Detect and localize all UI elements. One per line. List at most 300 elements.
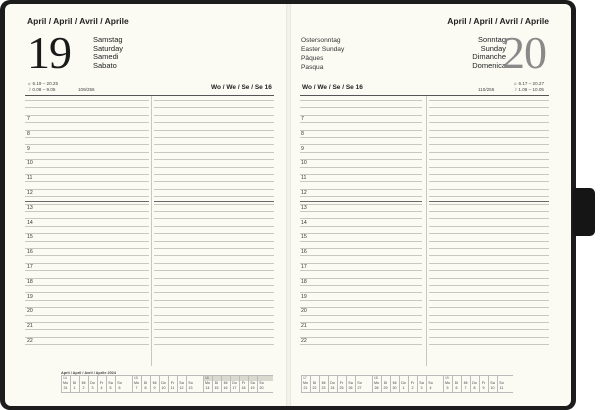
mini-day: Fr — [410, 381, 415, 385]
mini-grid-line — [61, 375, 273, 376]
day-name-fr: Dimanche — [472, 52, 506, 62]
grid-line — [25, 189, 149, 190]
sun-times-text: 6.19 – 20.25 — [32, 81, 59, 86]
hour-label: 18 — [301, 278, 307, 285]
hour-label: 16 — [27, 249, 33, 256]
mini-date: 21 — [303, 386, 308, 390]
hour-label: 10 — [27, 160, 33, 167]
grid-line — [25, 174, 149, 175]
grid-line — [25, 130, 149, 131]
mini-grid-line — [461, 375, 462, 393]
mini-grid-line — [177, 375, 178, 393]
grid-line — [25, 329, 149, 330]
mini-date: 5 — [446, 386, 449, 390]
grid-line — [154, 255, 274, 256]
grid-line — [429, 263, 549, 264]
grid-line — [300, 204, 422, 205]
hour-label: 21 — [301, 323, 307, 330]
mini-day: Do — [401, 381, 406, 385]
grid-line — [429, 204, 549, 205]
mini-grid-line — [61, 392, 273, 393]
grid-line — [429, 100, 549, 101]
mini-date: 3 — [91, 386, 94, 390]
grid-line — [429, 152, 549, 153]
holiday-name-de: Ostersonntag — [301, 37, 341, 44]
grid-line — [300, 233, 422, 234]
grid-line — [429, 337, 549, 338]
mini-grid-line — [301, 375, 513, 376]
grid-line — [154, 152, 274, 153]
midday-separator — [300, 201, 422, 202]
mini-grid-line — [381, 375, 382, 393]
day-name-it: Sabato — [93, 60, 117, 70]
grid-line — [300, 122, 422, 123]
grid-line — [429, 189, 549, 190]
grid-line — [154, 189, 274, 190]
mini-grid-line — [239, 375, 240, 393]
mini-grid-line — [310, 375, 311, 393]
grid-line — [154, 233, 274, 234]
grid-line — [154, 248, 274, 249]
grid-line — [25, 285, 149, 286]
mini-day: Di — [454, 381, 459, 385]
mini-date: 23 — [321, 386, 326, 390]
header-rule — [300, 95, 549, 96]
mini-grid-line — [497, 375, 498, 393]
hour-label: 14 — [301, 219, 307, 226]
grid-line — [154, 137, 274, 138]
mini-date: 9 — [482, 386, 485, 390]
left-page — [5, 4, 288, 406]
grid-line — [154, 329, 274, 330]
mini-day: Do — [232, 381, 237, 385]
mini-day: Mo — [134, 381, 139, 385]
mini-grid-line — [470, 375, 471, 393]
grid-line — [154, 107, 274, 108]
mini-day: Mo — [303, 381, 308, 385]
grid-line — [154, 315, 274, 316]
mini-grid-line — [150, 375, 151, 393]
grid-line — [25, 337, 149, 338]
grid-line — [300, 167, 422, 168]
grid-line — [429, 122, 549, 123]
grid-line — [25, 278, 149, 279]
mini-calendar — [301, 371, 515, 393]
sun-times: ☼ 6.17 – 20.27 — [513, 81, 545, 86]
grid-line — [429, 255, 549, 256]
mini-date: 4 — [100, 386, 103, 390]
grid-line — [25, 218, 149, 219]
grid-line — [25, 122, 149, 123]
mini-date: 10 — [490, 386, 495, 390]
mini-date: 10 — [161, 386, 166, 390]
hour-label: 12 — [301, 190, 307, 196]
mini-date: 25 — [339, 386, 344, 390]
sun-times: ☼ 6.19 – 20.25 — [27, 81, 59, 86]
mini-date: 31 — [63, 386, 68, 390]
grid-line — [25, 159, 149, 160]
hour-label: 20 — [301, 308, 307, 315]
mini-date: 6 — [118, 386, 121, 390]
hour-label: 8 — [27, 130, 30, 137]
grid-line — [429, 344, 549, 345]
grid-line — [25, 292, 149, 293]
mini-day: Fr — [99, 381, 104, 385]
sun-times-text: 6.17 – 20.27 — [518, 81, 545, 86]
mini-grid-line — [212, 375, 213, 393]
hour-label: 9 — [27, 145, 30, 152]
mini-day: Mo — [374, 381, 379, 385]
mini-day: Di — [143, 381, 148, 385]
grid-line — [429, 181, 549, 182]
grid-line — [300, 248, 422, 249]
mini-date: 18 — [241, 386, 246, 390]
grid-line — [300, 278, 422, 279]
hour-label: 16 — [301, 249, 307, 256]
mini-grid-line — [132, 375, 133, 393]
mini-grid-line — [372, 375, 373, 393]
grid-line — [154, 204, 274, 205]
mini-day: Sa — [490, 381, 495, 385]
mini-day: Mi — [152, 381, 157, 385]
midday-separator — [25, 201, 149, 202]
mini-date: 22 — [312, 386, 317, 390]
mini-grid-line — [488, 375, 489, 393]
column-divider — [426, 96, 427, 366]
hour-label: 17 — [27, 264, 33, 270]
grid-line — [154, 292, 274, 293]
grid-line — [154, 263, 274, 264]
grid-line — [25, 204, 149, 205]
mini-day: Do — [330, 381, 335, 385]
mini-day: Di — [214, 381, 219, 385]
grid-line — [300, 322, 422, 323]
grid-line — [25, 322, 149, 323]
mini-day: Di — [72, 381, 77, 385]
grid-line — [429, 307, 549, 308]
mini-date: 19 — [250, 386, 255, 390]
grid-line — [300, 181, 422, 182]
hour-label: 15 — [27, 234, 33, 241]
mini-day: So — [499, 381, 504, 385]
mini-day: Mi — [223, 381, 228, 385]
mini-date: 9 — [153, 386, 156, 390]
mini-date: 2 — [411, 386, 414, 390]
hour-label: 10 — [301, 160, 307, 167]
mini-week-number: 18 — [374, 376, 378, 380]
mini-grid-line — [70, 375, 71, 393]
moon-times-text: 0.08 – 9.05 — [32, 87, 56, 92]
grid-line — [300, 107, 422, 108]
grid-line — [154, 307, 274, 308]
grid-line — [429, 233, 549, 234]
grid-line — [300, 218, 422, 219]
mini-date: 26 — [348, 386, 353, 390]
book-spine — [286, 4, 291, 406]
week-label: Wo / We / Se / Se 16 — [302, 84, 363, 91]
mini-date: 20 — [259, 386, 264, 390]
grid-line — [429, 115, 549, 116]
hour-label: 7 — [27, 116, 30, 122]
day-number: 20 — [502, 27, 546, 78]
mini-grid-line — [390, 375, 391, 393]
grid-line — [154, 100, 274, 101]
hour-label: 13 — [27, 204, 33, 211]
hour-label: 13 — [301, 204, 307, 211]
mini-day: Mo — [445, 381, 450, 385]
mini-day: Mo — [205, 381, 210, 385]
grid-line — [300, 337, 422, 338]
grid-line — [154, 159, 274, 160]
mini-day: Do — [90, 381, 95, 385]
grid-line — [429, 278, 549, 279]
hour-label: 22 — [301, 338, 307, 344]
grid-line — [429, 107, 549, 108]
grid-line — [300, 130, 422, 131]
grid-line — [154, 196, 274, 197]
mini-day: Fr — [339, 381, 344, 385]
grid-line — [300, 285, 422, 286]
mini-day: Do — [161, 381, 166, 385]
hour-label: 20 — [27, 308, 33, 315]
mini-date: 5 — [109, 386, 112, 390]
mini-date: 1 — [73, 386, 76, 390]
moon-times: ☽ 1.06 – 10.05 — [513, 87, 544, 92]
grid-line — [300, 196, 422, 197]
grid-line — [154, 144, 274, 145]
mini-grid-line — [186, 375, 187, 393]
grid-line — [300, 344, 422, 345]
mini-day: Sa — [419, 381, 424, 385]
mini-grid-line — [301, 392, 513, 393]
mini-day: Fr — [241, 381, 246, 385]
grid-line — [154, 300, 274, 301]
grid-line — [154, 278, 274, 279]
grid-line — [25, 344, 149, 345]
mini-calendar — [58, 371, 280, 393]
grid-line — [300, 292, 422, 293]
grid-line — [300, 159, 422, 160]
mini-grid-line — [106, 375, 107, 393]
mini-grid-line — [61, 375, 62, 393]
column-divider — [151, 96, 152, 366]
grid-line — [154, 322, 274, 323]
mini-day: Do — [472, 381, 477, 385]
hour-label: 18 — [27, 278, 33, 285]
grid-line — [429, 329, 549, 330]
holiday-name-en: Easter Sunday — [301, 46, 345, 53]
mini-date: 1 — [402, 386, 405, 390]
day-count: 109/256 — [78, 87, 95, 92]
day-names — [93, 36, 123, 70]
mini-day: Di — [383, 381, 388, 385]
elastic-strap — [573, 188, 595, 236]
mini-day: So — [357, 381, 362, 385]
grid-line — [25, 181, 149, 182]
grid-line — [154, 285, 274, 286]
mini-grid-line — [203, 375, 204, 393]
grid-line — [300, 241, 422, 242]
mini-grid-line — [355, 375, 356, 393]
mini-grid-line — [426, 375, 427, 393]
grid-line — [154, 122, 274, 123]
grid-line — [429, 322, 549, 323]
mini-day: Mi — [463, 381, 468, 385]
grid-line — [154, 241, 274, 242]
grid-line — [154, 226, 274, 227]
grid-line — [300, 189, 422, 190]
mini-grid-line — [221, 375, 222, 393]
grid-line — [300, 137, 422, 138]
grid-line — [429, 167, 549, 168]
grid-line — [300, 270, 422, 271]
mini-grid-line — [479, 375, 480, 393]
hour-label: 7 — [301, 116, 304, 122]
day-name-it: Domenica — [472, 60, 506, 70]
grid-line — [300, 152, 422, 153]
mini-day: Fr — [481, 381, 486, 385]
grid-line — [300, 307, 422, 308]
mini-week-number: 16 — [205, 376, 209, 380]
grid-line — [429, 248, 549, 249]
grid-line — [25, 263, 149, 264]
mini-date: 16 — [223, 386, 228, 390]
mini-grid-line — [168, 375, 169, 393]
mini-grid-line — [408, 375, 409, 393]
moon-times-text: 1.06 – 10.05 — [518, 87, 544, 92]
mini-day: Di — [312, 381, 317, 385]
grid-line — [429, 241, 549, 242]
mini-calendar-title: April / April / Avril / Aprile 2024 — [61, 371, 116, 375]
grid-line — [300, 329, 422, 330]
grid-line — [25, 144, 149, 145]
mini-date: 2 — [82, 386, 85, 390]
grid-line — [154, 218, 274, 219]
hour-label: 17 — [301, 264, 307, 270]
week-label: Wo / We / Se / Se 16 — [211, 84, 272, 91]
grid-line — [25, 137, 149, 138]
mini-day: Mi — [321, 381, 326, 385]
grid-line — [300, 315, 422, 316]
hour-label: 15 — [301, 234, 307, 241]
mini-date: 3 — [420, 386, 423, 390]
hour-label: 9 — [301, 145, 304, 152]
mini-date: 11 — [170, 386, 175, 390]
mini-date: 15 — [214, 386, 219, 390]
mini-date: 27 — [357, 386, 362, 390]
grid-line — [25, 196, 149, 197]
grid-line — [25, 152, 149, 153]
mini-day: Sa — [179, 381, 184, 385]
mini-week-number: 15 — [134, 376, 138, 380]
mini-grid-line — [230, 375, 231, 393]
mini-week-number: 19 — [445, 376, 449, 380]
mini-day: So — [259, 381, 264, 385]
mini-grid-line — [257, 375, 258, 393]
hour-label: 21 — [27, 323, 33, 330]
hour-label: 14 — [27, 219, 33, 226]
grid-line — [154, 174, 274, 175]
grid-line — [300, 300, 422, 301]
grid-line — [154, 167, 274, 168]
mini-grid-line — [346, 375, 347, 393]
mini-date: 17 — [232, 386, 237, 390]
mini-day: So — [117, 381, 122, 385]
hour-label: 19 — [301, 293, 307, 300]
mini-week-number: 14 — [63, 376, 67, 380]
grid-line — [154, 130, 274, 131]
mini-day: Fr — [170, 381, 175, 385]
mini-date: 7 — [464, 386, 467, 390]
midday-separator — [429, 201, 549, 202]
moon-times: ☽ 0.08 – 9.05 — [27, 87, 56, 92]
mini-date: 14 — [205, 386, 210, 390]
mini-date: 28 — [374, 386, 379, 390]
grid-line — [154, 211, 274, 212]
grid-line — [25, 300, 149, 301]
month-header: April / April / Avril / Aprile — [447, 16, 549, 26]
grid-line — [300, 211, 422, 212]
grid-line — [25, 115, 149, 116]
right-page — [288, 4, 571, 406]
mini-day: Mo — [63, 381, 68, 385]
grid-line — [429, 174, 549, 175]
grid-line — [429, 130, 549, 131]
grid-line — [300, 174, 422, 175]
holiday-names — [301, 36, 344, 72]
grid-line — [429, 218, 549, 219]
holiday-name-fr: Pâques — [301, 55, 324, 62]
mini-grid-line — [248, 375, 249, 393]
day-name-en: Sunday — [480, 43, 506, 53]
hour-label: 8 — [301, 130, 304, 137]
mini-grid-line — [115, 375, 116, 393]
day-name-de: Sonntag — [478, 35, 506, 44]
mini-day: Sa — [348, 381, 353, 385]
grid-line — [25, 241, 149, 242]
grid-line — [25, 100, 149, 101]
month-header: April / April / Avril / Aprile — [27, 16, 129, 26]
header-rule — [25, 95, 274, 96]
grid-line — [300, 100, 422, 101]
grid-line — [25, 233, 149, 234]
mini-week-number: 17 — [303, 376, 307, 380]
mini-date: 11 — [499, 386, 504, 390]
grid-line — [300, 115, 422, 116]
grid-line — [429, 144, 549, 145]
mini-date: 12 — [179, 386, 184, 390]
mini-grid-line — [443, 375, 444, 393]
mini-date: 4 — [429, 386, 432, 390]
grid-line — [25, 307, 149, 308]
grid-line — [300, 226, 422, 227]
mini-day: Sa — [250, 381, 255, 385]
grid-line — [25, 270, 149, 271]
day-name-de: Samstag — [93, 35, 123, 44]
mini-date: 24 — [330, 386, 335, 390]
holiday-name-it: Pasqua — [301, 64, 324, 71]
grid-line — [25, 315, 149, 316]
grid-line — [154, 337, 274, 338]
grid-line — [429, 159, 549, 160]
mini-grid-line — [452, 375, 453, 393]
mini-day: Mi — [81, 381, 86, 385]
grid-line — [25, 211, 149, 212]
hour-label: 22 — [27, 338, 33, 344]
grid-line — [429, 211, 549, 212]
grid-line — [429, 315, 549, 316]
mini-date: 8 — [144, 386, 147, 390]
